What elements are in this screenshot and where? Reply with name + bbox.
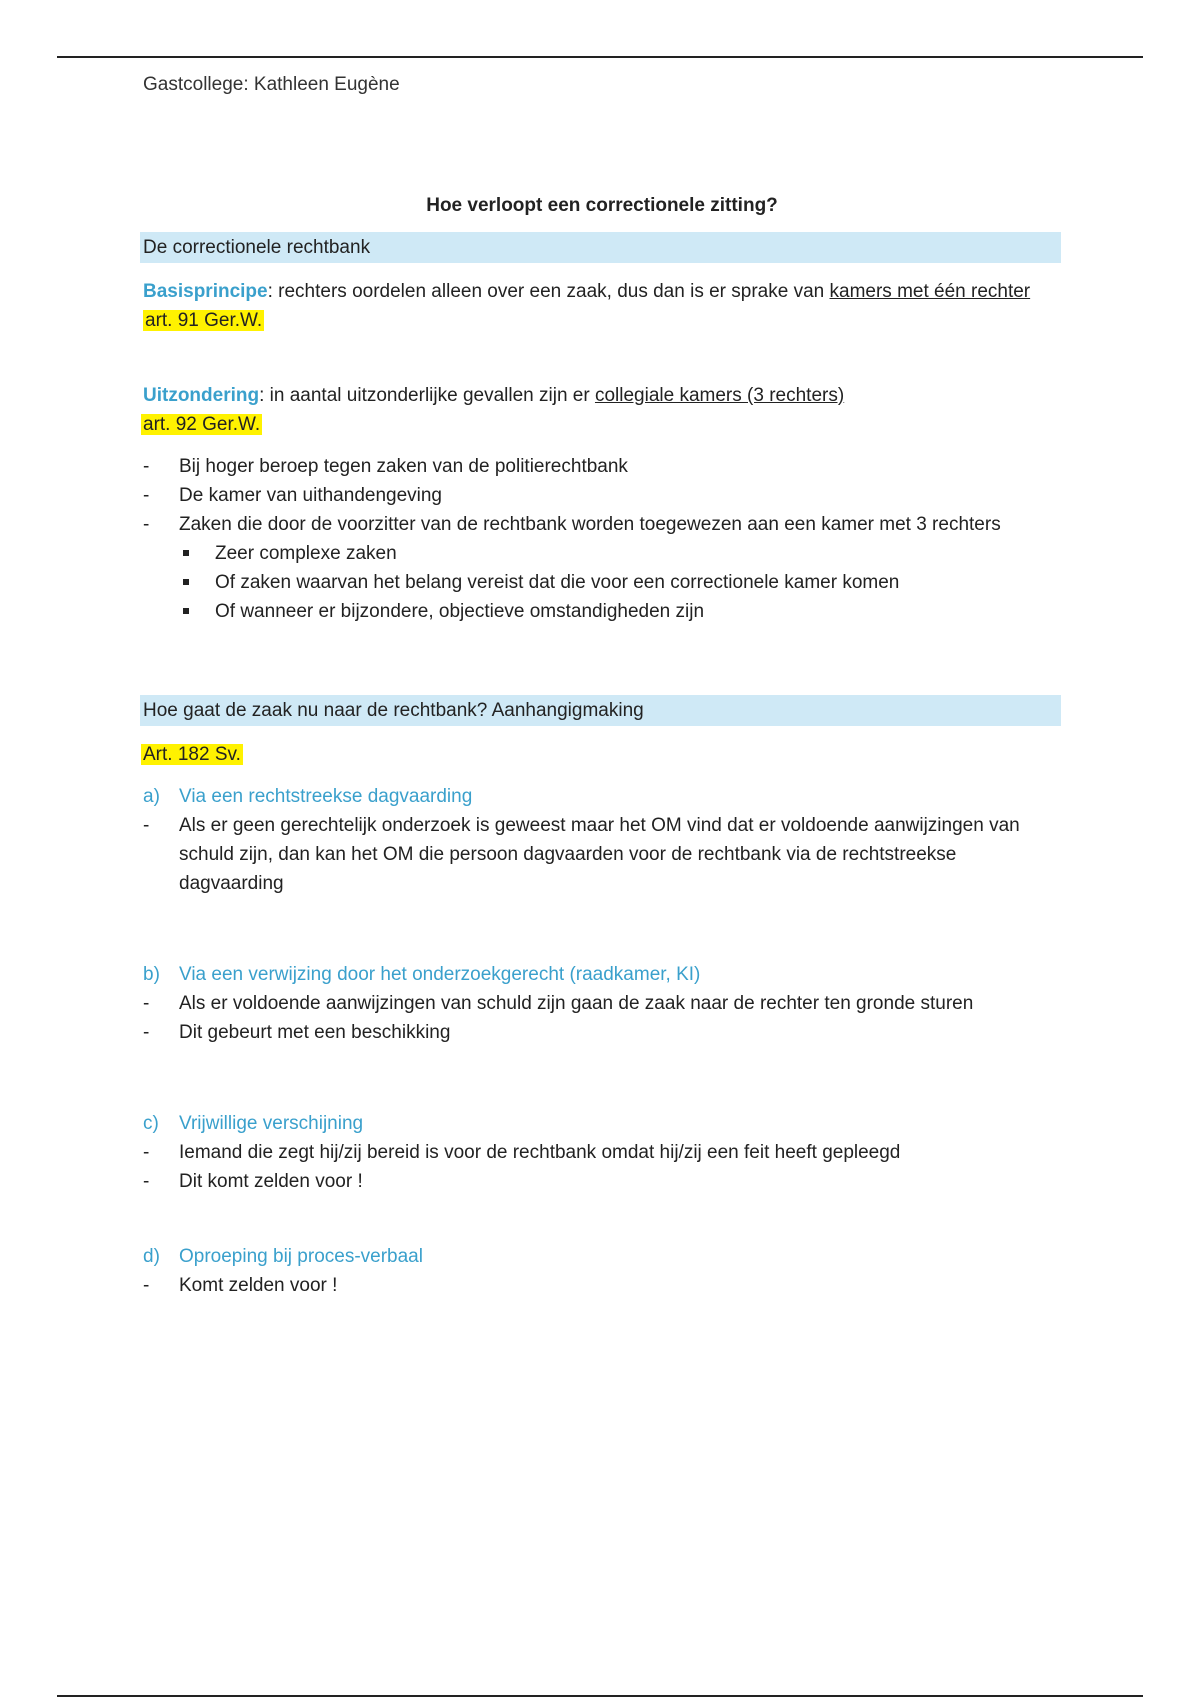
document-title: Hoe verloopt een correctionele zitting? <box>426 195 778 216</box>
subsection-c-letter: c) <box>143 1113 159 1134</box>
list-item: - Iemand die zegt hij/zij bereid is voor de rechtbank omdat hij/zij een feit heeft gepleegd <box>143 1138 1061 1167</box>
subsection-a-list <box>143 811 1061 898</box>
subsection-a-letter: a) <box>143 786 160 807</box>
sub-list-item: Of zaken waarvan het belang vereist dat die voor een correctionele kamer komen <box>143 568 1061 597</box>
subsection-b-list <box>143 989 1061 1047</box>
subsection-d-title: Oproeping bij proces-verbaal <box>179 1246 423 1267</box>
subsection-c-heading <box>143 1109 1061 1138</box>
uitzondering-paragraph <box>143 381 1061 439</box>
subsection-d-heading <box>143 1242 1061 1271</box>
uitzondering-keyword: Uitzondering <box>143 385 260 406</box>
subsection-c-list <box>143 1138 1061 1196</box>
footer-rule <box>57 1695 1143 1697</box>
article-highlight-91: art. 91 Ger.W. <box>145 310 263 331</box>
exception-list <box>143 452 1061 539</box>
sub-list-item: Of wanneer er bijzondere, objectieve omstandigheden zijn <box>143 597 1061 626</box>
sub-list-item: Zeer complexe zaken <box>143 539 1061 568</box>
subsection-d-list <box>143 1271 1061 1300</box>
list-item: - Dit gebeurt met een beschikking <box>143 1018 1061 1047</box>
subsection-d-letter: d) <box>143 1246 160 1267</box>
uitzondering-underlined: collegiale kamers (3 rechters) <box>594 385 845 406</box>
subsection-a-heading <box>143 782 1061 811</box>
header-rule <box>57 56 1143 58</box>
subsection-b-heading <box>143 960 1061 989</box>
list-item: - Komt zelden voor ! <box>143 1271 1061 1300</box>
list-item: - Als er geen gerechtelijk onderzoek is geweest maar het OM vind dat er voldoende aanwijzingen van schuld zijn, dan kan het OM die persoon dagvaarden voor de rechtbank via de rechtstreekse dagvaarding <box>143 811 1061 898</box>
subsection-b-title: Via een verwijzing door het onderzoekgerecht (raadkamer, KI) <box>179 964 701 985</box>
page-header: Gastcollege: Kathleen Eugène <box>143 74 400 95</box>
subsection-c-title: Vrijwillige verschijning <box>179 1113 364 1134</box>
article-highlight-92: art. 92 Ger.W. <box>143 414 261 435</box>
basisprincipe-text: : rechters oordelen alleen over een zaak, dus dan is er sprake van <box>267 281 830 302</box>
document-page <box>143 70 1061 1300</box>
list-item: - Als er voldoende aanwijzingen van schuld zijn gaan de zaak naar de rechter ten gronde sturen <box>143 989 1061 1018</box>
basisprincipe-keyword: Basisprincipe <box>143 281 268 302</box>
article-highlight-182: Art. 182 Sv. <box>143 744 241 765</box>
section-heading-rechtbank: De correctionele rechtbank <box>140 232 1061 263</box>
subsection-a-title: Via een rechtstreekse dagvaarding <box>179 786 473 807</box>
exception-sublist <box>143 539 1061 626</box>
uitzondering-text: : in aantal uitzonderlijke gevallen zijn er <box>259 385 595 406</box>
basisprincipe-underlined: kamers met één rechter <box>829 281 1031 302</box>
list-item: - Dit komt zelden voor ! <box>143 1167 1061 1196</box>
basisprincipe-paragraph <box>143 277 1061 335</box>
list-item: - Bij hoger beroep tegen zaken van de politierechtbank <box>143 452 1061 481</box>
subsection-b-letter: b) <box>143 964 160 985</box>
section-heading-aanhangigmaking: Hoe gaat de zaak nu naar de rechtbank? Aanhangigmaking <box>140 695 1061 726</box>
list-item: - Zaken die door de voorzitter van de rechtbank worden toegewezen aan een kamer met 3 rechters <box>143 510 1061 539</box>
list-item: - De kamer van uithandengeving <box>143 481 1061 510</box>
